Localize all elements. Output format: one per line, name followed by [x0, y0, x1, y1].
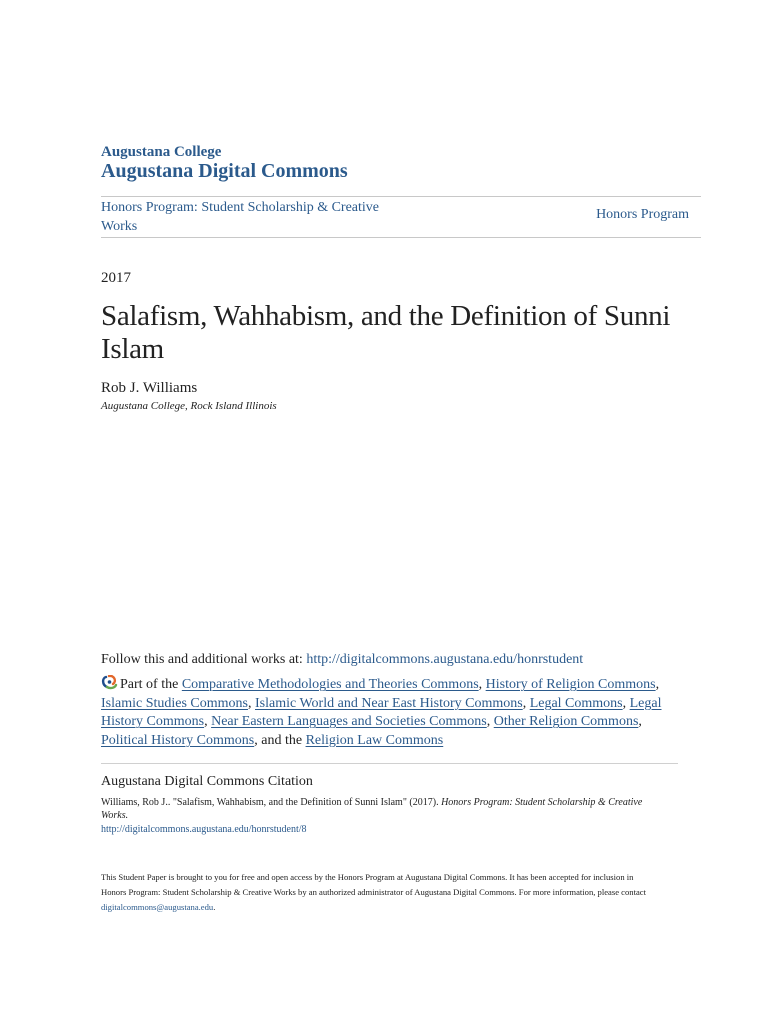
commons-separator: , [478, 677, 486, 692]
commons-link[interactable]: Political History Commons [101, 732, 255, 748]
header-bottom-divider [101, 237, 701, 238]
commons-separator: , [248, 695, 255, 711]
commons-link[interactable]: History of Religion Commons [485, 677, 656, 692]
commons-link[interactable]: Islamic World and Near East History Commons [255, 695, 523, 711]
commons-separator: , [522, 695, 530, 711]
commons-link[interactable]: Other Religion Commons [493, 714, 639, 729]
citation-series: Honors Program: Student Scholarship & Creative Works. [101, 797, 643, 821]
commons-link[interactable]: Near Eastern Languages and Societies Commons [211, 714, 487, 729]
part-of-commons [101, 675, 666, 750]
footer-notice [101, 870, 646, 915]
commons-link[interactable]: Legal History Commons [101, 695, 662, 729]
document-title: Salafism, Wahhabism, and the Definition of Sunni Islam [101, 300, 671, 365]
commons-link[interactable]: Legal Commons [529, 695, 623, 711]
citation-divider [101, 763, 678, 764]
author-name: Rob J. Williams [101, 380, 198, 396]
commons-link[interactable]: Islamic Studies Commons [101, 695, 248, 711]
citation-url-link[interactable]: http://digitalcommons.augustana.edu/honrstudent/8 [101, 824, 307, 835]
citation-text [101, 796, 661, 822]
institution-name: Augustana College [101, 144, 222, 160]
publication-year: 2017 [101, 270, 131, 286]
repository-name[interactable]: Augustana Digital Commons [101, 160, 348, 182]
citation-heading: Augustana Digital Commons Citation [101, 774, 313, 789]
commons-separator: , [486, 714, 494, 729]
commons-separator: , [655, 677, 660, 692]
commons-link[interactable]: Comparative Methodologies and Theories Commons [181, 677, 479, 692]
header-top-divider [101, 196, 701, 197]
follow-label: Follow this and additional works at: [101, 652, 307, 667]
follow-url-link[interactable]: http://digitalcommons.augustana.edu/honrstudent [306, 652, 584, 667]
bepress-network-icon [101, 675, 118, 690]
commons-link[interactable]: Religion Law Commons [305, 732, 444, 748]
commons-separator: , and the [254, 732, 306, 748]
part-of-prefix: Part of the [120, 677, 182, 692]
follow-line [101, 652, 583, 668]
footer-text: This Student Paper is brought to you for free and open access by the Honors Program at Augustana Digital Commons. It has been accepted for inclusion in Honors Program: Student Scholarship & Creative Works by an authorized administrator of Augustana Digital Commons. For more information, please contact [101, 872, 646, 897]
series-link[interactable]: Honors Program: Student Scholarship & Creative Works [101, 200, 380, 234]
contact-email-link[interactable]: digitalcommons@augustana.edu [101, 902, 214, 912]
author-affiliation: Augustana College, Rock Island Illinois [101, 400, 277, 412]
commons-separator: , [638, 714, 642, 729]
citation-plain: Williams, Rob J.. "Salafism, Wahhabism, and the Definition of Sunni Islam" (2017). [101, 797, 442, 808]
footer-end: . [213, 902, 216, 912]
commons-separator: , [204, 714, 212, 729]
program-link[interactable]: Honors Program [596, 207, 689, 222]
commons-separator: , [622, 695, 630, 711]
commons-list [101, 677, 662, 748]
